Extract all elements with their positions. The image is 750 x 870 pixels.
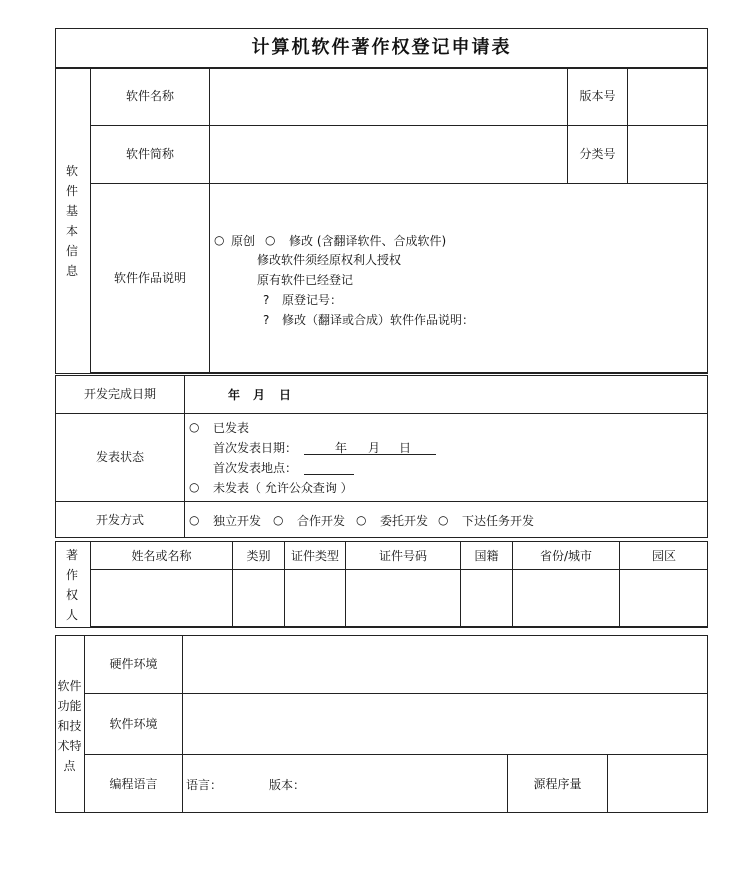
owner-header-id-type: 证件类型: [290, 549, 339, 563]
owner-nationality-field[interactable]: [462, 571, 511, 625]
completion-day[interactable]: 日: [279, 388, 292, 402]
question-mark-2: ?: [263, 313, 270, 327]
completion-year[interactable]: 年: [228, 388, 241, 402]
unpublished-option-label: 未发表（ 允许公众查询 ）: [213, 481, 353, 495]
owner-side-label: 著作权人: [65, 548, 78, 622]
version-label: 版本号: [579, 89, 616, 103]
owner-park-field[interactable]: [621, 571, 707, 625]
cooperative-radio-icon[interactable]: ○: [273, 513, 284, 527]
authorization-note: 修改软件须经原权利人授权: [257, 253, 402, 267]
modified-option-label: 修改 (含翻译软件、合成软件): [289, 234, 447, 248]
first-publish-date-label: 首次发表日期：: [213, 441, 298, 455]
independent-radio-icon[interactable]: ○: [189, 513, 200, 527]
publish-month: 月: [368, 441, 381, 455]
completion-date-label: 开发完成日期: [83, 387, 156, 401]
owner-header-nationality: 国籍: [474, 549, 499, 563]
original-radio-icon[interactable]: ○: [214, 233, 225, 247]
language-version-prefix: 版本：: [269, 778, 306, 792]
original-reg-number-label: 原登记号：: [282, 293, 343, 307]
owner-id-type-field[interactable]: [286, 571, 344, 625]
owner-name-field[interactable]: [92, 571, 231, 625]
short-name-label: 软件简称: [125, 147, 174, 161]
published-option-label: 已发表: [213, 421, 250, 435]
modification-description-label: 修改（翻译或合成）软件作品说明：: [282, 313, 475, 327]
owner-header-id-number: 证件号码: [378, 549, 427, 563]
first-publish-place-label: 首次发表地点：: [213, 461, 298, 475]
first-publish-place-field[interactable]: [304, 461, 354, 475]
publish-status-label: 发表状态: [95, 450, 144, 464]
programming-language-label: 编程语言: [109, 777, 158, 791]
owner-header-park: 园区: [651, 549, 676, 563]
version-field[interactable]: [629, 70, 706, 124]
owner-header-province-city: 省份/城市: [539, 549, 593, 563]
original-option-label: 原创: [231, 234, 256, 248]
features-side-label: [55, 676, 84, 776]
publish-year: 年: [335, 441, 348, 455]
hardware-env-label: 硬件环境: [109, 657, 158, 671]
software-env-label: 软件环境: [109, 717, 158, 731]
independent-option-label: 独立开发: [213, 514, 262, 528]
short-name-field[interactable]: [211, 127, 566, 182]
language-prefix: 语言：: [186, 778, 223, 792]
assigned-option-label: 下达任务开发: [462, 514, 535, 528]
hardware-env-field[interactable]: [184, 637, 706, 692]
published-radio-icon[interactable]: ○: [189, 420, 200, 434]
publish-day: 日: [399, 441, 412, 455]
owner-id-number-field[interactable]: [347, 571, 459, 625]
owner-category-field[interactable]: [234, 571, 283, 625]
owner-header-name: 姓名或名称: [131, 549, 192, 563]
work-description-label: 软件作品说明: [113, 271, 186, 285]
software-env-field[interactable]: [184, 695, 706, 753]
registered-note: 原有软件已经登记: [257, 273, 354, 287]
owner-province-field[interactable]: [514, 571, 618, 625]
source-code-size-field[interactable]: [609, 756, 706, 811]
software-name-label: 软件名称: [125, 89, 174, 103]
commissioned-option-label: 委托开发: [380, 514, 429, 528]
question-mark-1: ?: [263, 293, 270, 307]
features-side-label-text: 软件功能和技术特点: [57, 679, 82, 773]
source-code-size-label: 源程序量: [533, 777, 582, 791]
development-mode-label: 开发方式: [95, 513, 144, 527]
unpublished-radio-icon[interactable]: ○: [189, 480, 200, 494]
owner-header-category: 类别: [246, 549, 271, 563]
cooperative-option-label: 合作开发: [297, 514, 346, 528]
page-title: 计算机软件著作权登记申请表: [251, 37, 512, 58]
class-number-label: 分类号: [579, 147, 616, 161]
modified-radio-icon[interactable]: ○: [265, 233, 276, 247]
assigned-radio-icon[interactable]: ○: [438, 513, 449, 527]
completion-month[interactable]: 月: [253, 388, 266, 402]
software-name-field[interactable]: [211, 70, 566, 124]
class-number-field[interactable]: [629, 127, 706, 182]
basic-info-side-label: 软件基本信息: [65, 164, 78, 278]
commissioned-radio-icon[interactable]: ○: [356, 513, 367, 527]
